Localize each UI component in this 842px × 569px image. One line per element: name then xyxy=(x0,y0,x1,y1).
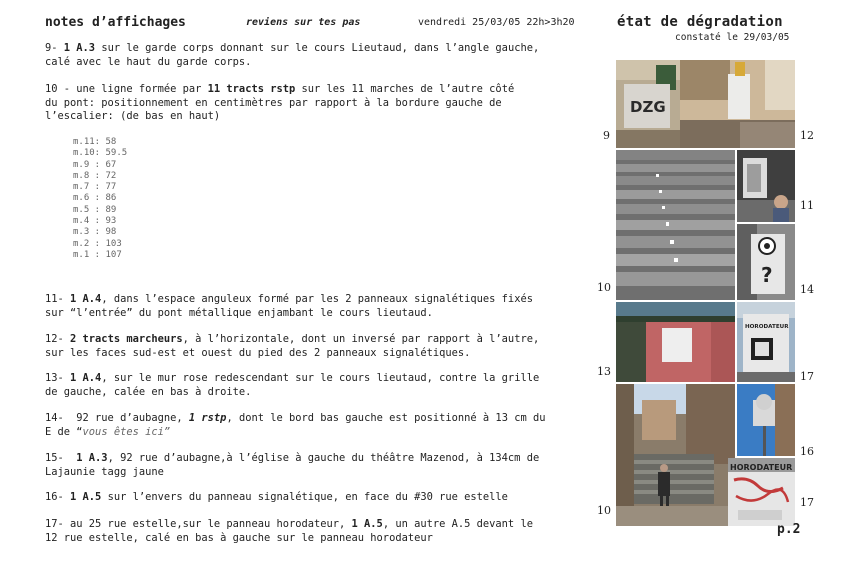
photo-number: 17 xyxy=(800,496,814,509)
degradation-date: constaté le 29/03/05 xyxy=(675,32,790,43)
horodateur-label-top: HORODATEUR xyxy=(745,324,789,330)
measurement-item: m.7 : 77 xyxy=(73,182,117,193)
measurement-list xyxy=(73,137,127,261)
page-number: p.2 xyxy=(777,522,801,537)
measurement-item: m.8 : 72 xyxy=(73,170,117,181)
measurement-item: m.3 : 98 xyxy=(73,227,117,238)
notes-subtitle: reviens sur tes pas xyxy=(246,17,361,28)
photo-number: 17 xyxy=(800,370,814,383)
note-17: 17- au 25 rue estelle,sur le panneau horodateur, 1 A.5, un autre A.5 devant le 12 rue estelle, calé en bas à gauche sur le panneau horodateur xyxy=(45,518,533,544)
horodateur-label-bottom: HORODATEUR xyxy=(730,463,793,472)
photo-number: 10 xyxy=(597,504,611,517)
photo-13-pink-wall xyxy=(616,302,735,382)
measurement-item: m.5 : 89 xyxy=(73,204,117,215)
note-13: 13- 1 A.4, sur le mur rose redescendant sur le cours lieutaud, contre la grille de gauche, calée en bas à droite. xyxy=(45,372,540,398)
photo-17-horodateur xyxy=(737,302,795,382)
measurement-item: m.1 : 107 xyxy=(73,249,122,260)
measurement-item: m.9 : 67 xyxy=(73,159,117,170)
photo-10-street xyxy=(616,384,735,526)
note-15: 15- 1 A.3, 92 rue d’aubagne,à l’église à gauche du théâtre Mazenod, à 134cm de Lajaunie tagg jaune xyxy=(45,452,540,478)
note-16: 16- 1 A.5 sur l’envers du panneau signalétique, en face du #30 rue estelle xyxy=(45,491,508,503)
note-11: 11- 1 A.4, dans l’espace anguleux formé par les 2 panneaux signalétiques fixés sur “l’entrée” du pont métallique enjambant le cours lieutaud. xyxy=(45,293,533,319)
photo-number: 11 xyxy=(800,199,814,212)
photo-12-box xyxy=(680,60,795,148)
photo-14-sticker xyxy=(737,224,795,300)
note-14: 14- 92 rue d’aubagne, 1 rstp, dont le bord bas gauche est positionné à 13 cm du E de “vous êtes ici” xyxy=(45,412,546,438)
degradation-title: état de dégradation xyxy=(617,14,783,30)
photo-number: 10 xyxy=(597,281,611,294)
photo-17-graffiti xyxy=(728,458,795,526)
photo-number: 13 xyxy=(597,365,611,378)
notes-date: vendredi 25/03/05 22h>3h20 xyxy=(418,17,575,28)
photo-10-stairs xyxy=(616,150,735,300)
photo-number: 12 xyxy=(800,129,814,142)
measurement-item: m.6 : 86 xyxy=(73,193,117,204)
photo-11-sign-posts xyxy=(737,150,795,222)
graffiti-text: DZG xyxy=(630,98,666,116)
note-10: 10 - une ligne formée par 11 tracts rstp sur les 11 marches de l’autre côté du pont: positionnement en centimètres par rapport à la bordure gauche de l’escalier: (de bas en haut) xyxy=(45,83,515,122)
measurement-item: m.10: 59.5 xyxy=(73,148,128,159)
photo-number: 14 xyxy=(800,283,814,296)
photo-number: 9 xyxy=(603,129,610,142)
photo-number: 16 xyxy=(800,445,814,458)
svg-text:?: ? xyxy=(761,263,773,287)
measurement-item: m.4 : 93 xyxy=(73,216,117,227)
measurement-item: m.11: 58 xyxy=(73,137,117,147)
note-9: 9- 1 A.3 sur le garde corps donnant sur le cours Lieutaud, dans l’angle gauche, calé avec le haut du garde corps. xyxy=(45,42,540,68)
photo-9-graffiti xyxy=(616,60,680,148)
photo-16-sign xyxy=(737,384,795,456)
note-12: 12- 2 tracts marcheurs, à l’horizontale, dont un inversé par rapport à l’autre, sur les faces sud-est et ouest du pied des 2 panneaux signalétiques. xyxy=(45,333,540,359)
measurement-item: m.2 : 103 xyxy=(73,238,122,249)
notes-title: notes d’affichages xyxy=(45,15,186,30)
